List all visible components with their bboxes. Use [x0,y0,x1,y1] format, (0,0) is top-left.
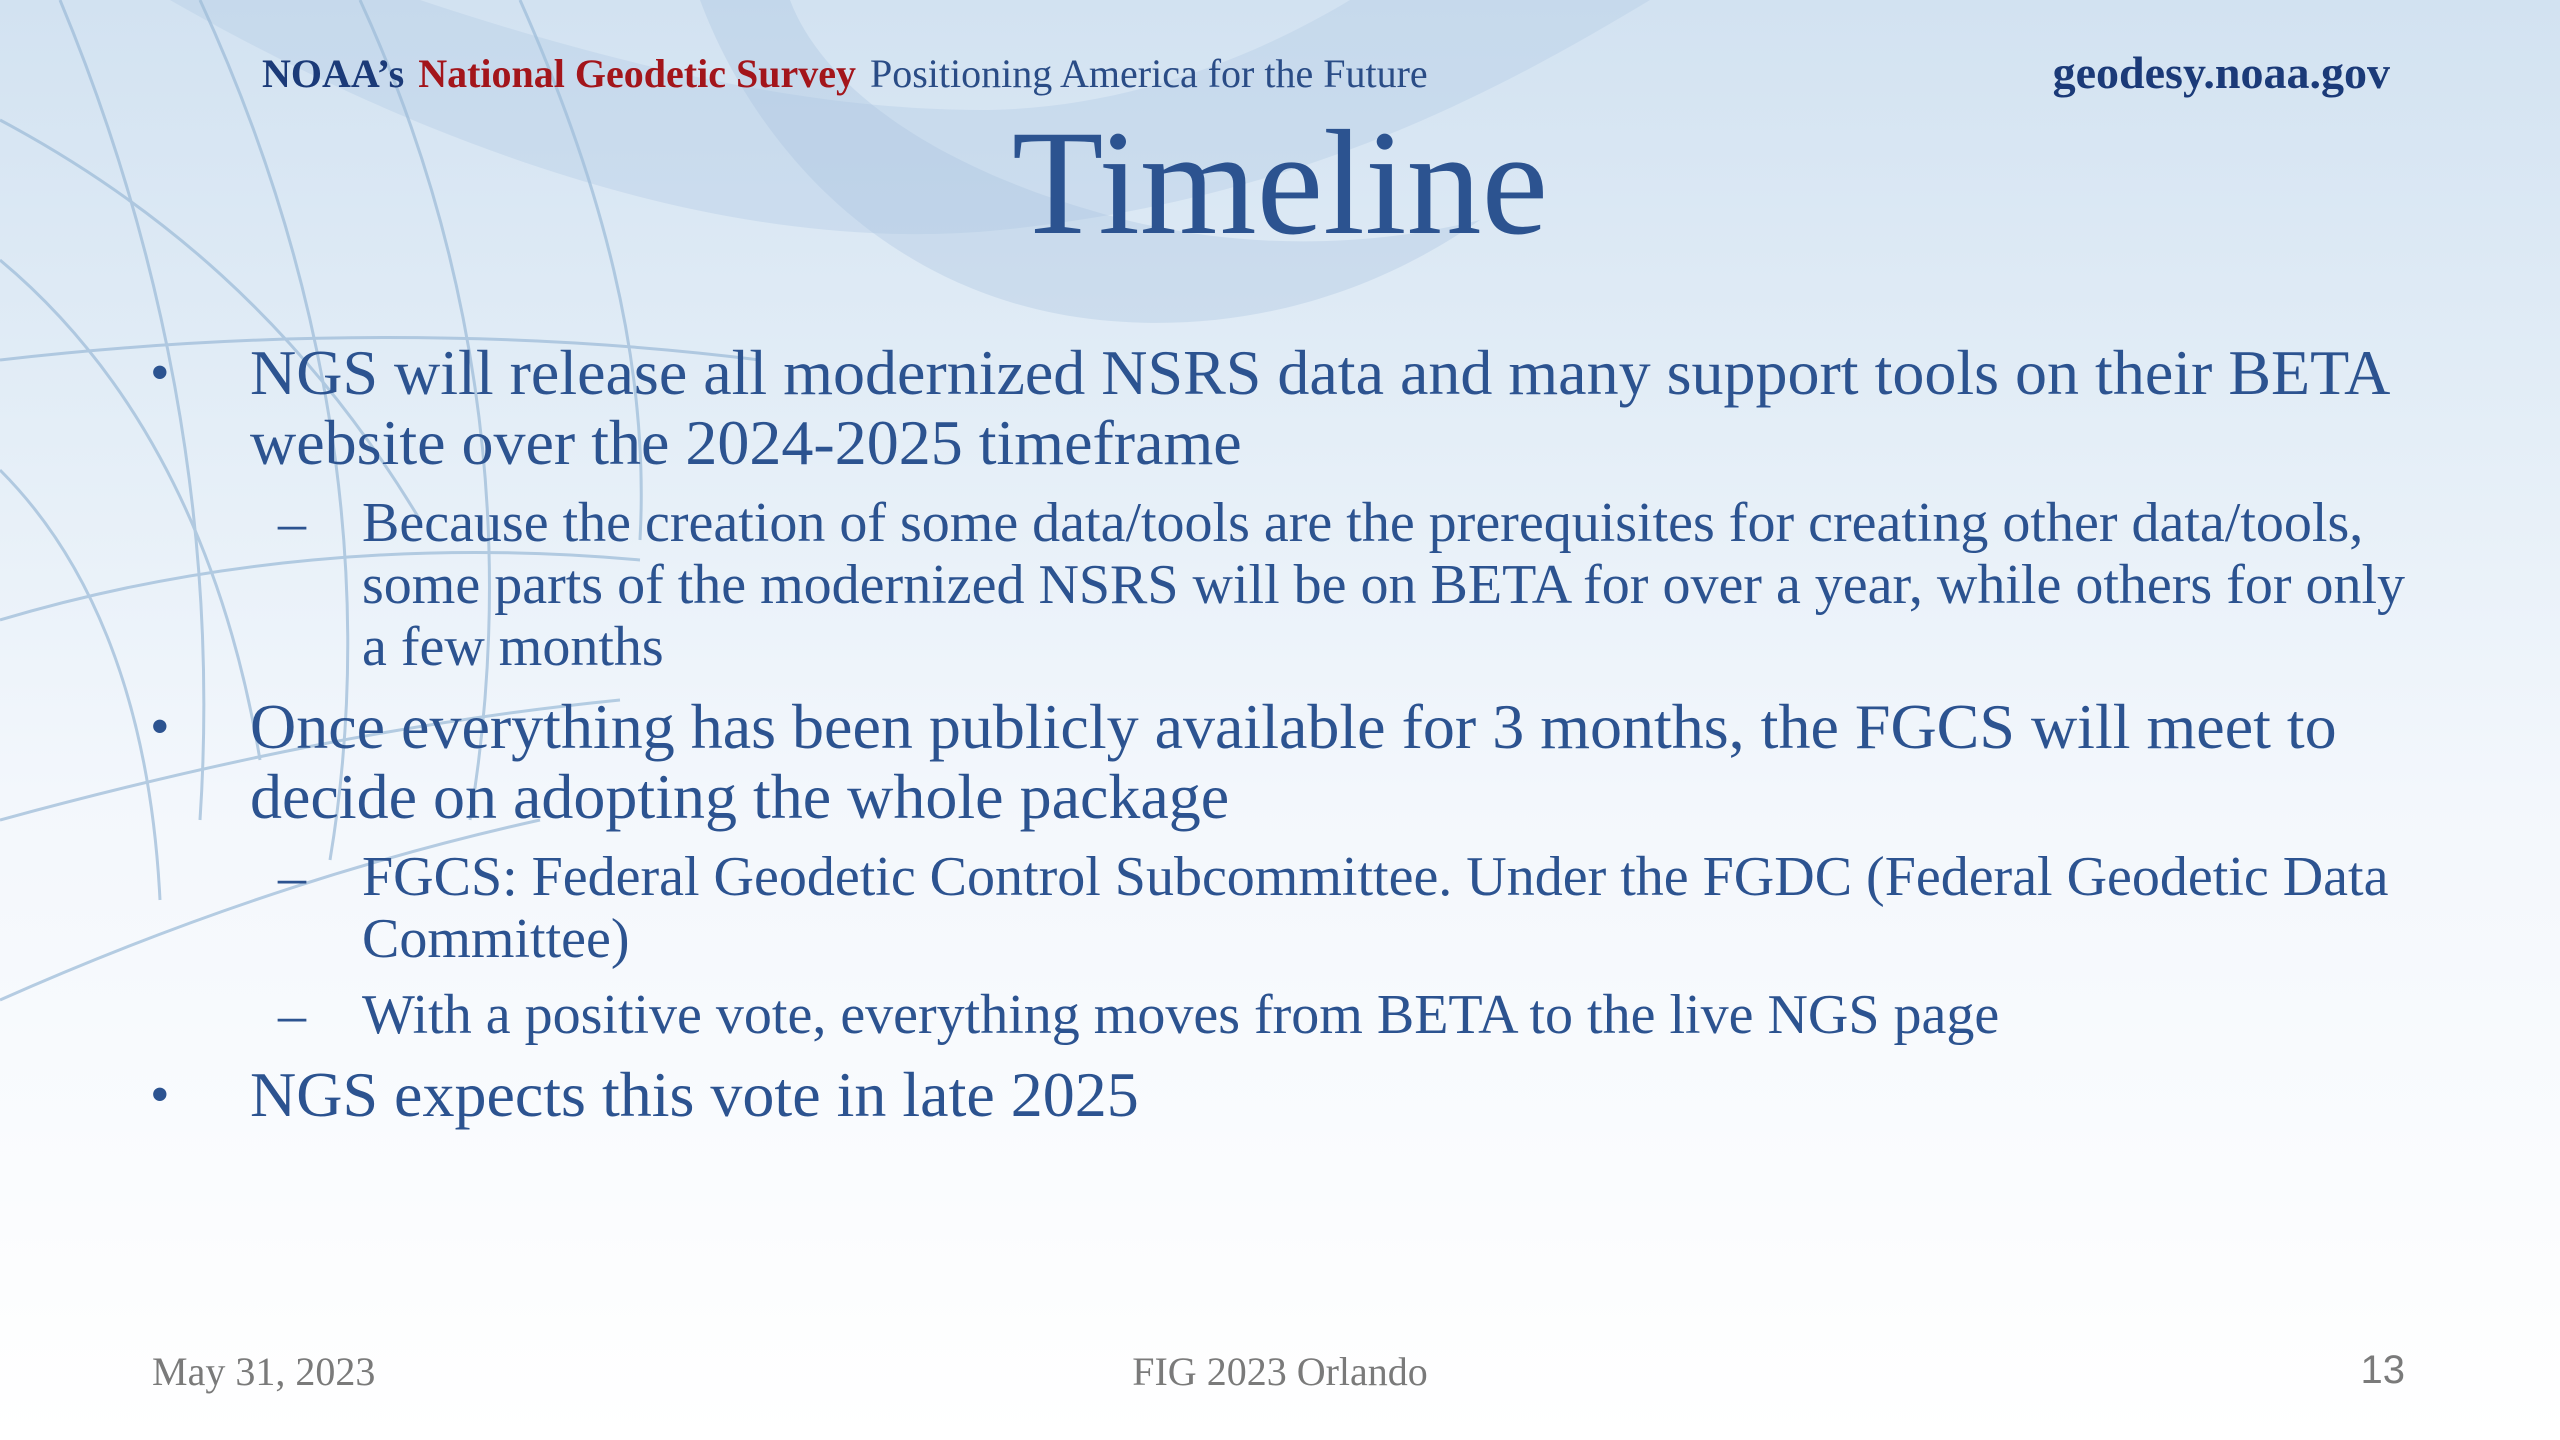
website-url: geodesy.noaa.gov [2052,47,2390,98]
bullet-dot: • [150,1064,170,1126]
slide-title: Timeline [1011,100,1549,266]
bullet-dot: • [150,342,170,404]
tagline: Positioning America for the Future [869,51,1428,96]
footer-event: FIG 2023 Orlando [1132,1349,1428,1394]
sub-bullet-dash: – [278,846,306,908]
bullet-item [150,1060,2440,1130]
agency-name: NOAA’s [262,51,405,96]
bullet-item [150,692,2440,832]
bullet-text: NGS will release all modernized NSRS data and many support tools on their BETA website over the 2024-2025 timeframe [250,337,2387,478]
header-branding [262,50,1428,97]
slide-content [150,338,2440,1144]
sub-bullet-text: Because the creation of some data/tools are the prerequisites for creating other data/tools, some parts of the modernized NSRS will be on BETA for over a year, while others for only a few months [362,492,2406,678]
survey-name: National Geodetic Survey [418,51,856,96]
bullet-text: NGS expects this vote in late 2025 [250,1059,1139,1130]
bullet-text: Once everything has been publicly available for 3 months, the FGCS will meet to decide on adopting the whole package [250,691,2337,832]
footer-date: May 31, 2023 [152,1349,376,1394]
sub-bullet-dash: – [278,492,306,554]
bullet-dot: • [150,696,170,758]
page-number: 13 [2360,1348,2405,1392]
sub-bullet-dash: – [278,984,306,1046]
sub-bullet-item [150,984,2440,1046]
bullet-item [150,338,2440,478]
sub-bullet-item [150,492,2440,678]
sub-bullet-item [150,846,2440,970]
sub-bullet-text: FGCS: Federal Geodetic Control Subcommittee. Under the FGDC (Federal Geodetic Data Committee) [362,846,2389,970]
sub-bullet-text: With a positive vote, everything moves from BETA to the live NGS page [362,984,2000,1046]
